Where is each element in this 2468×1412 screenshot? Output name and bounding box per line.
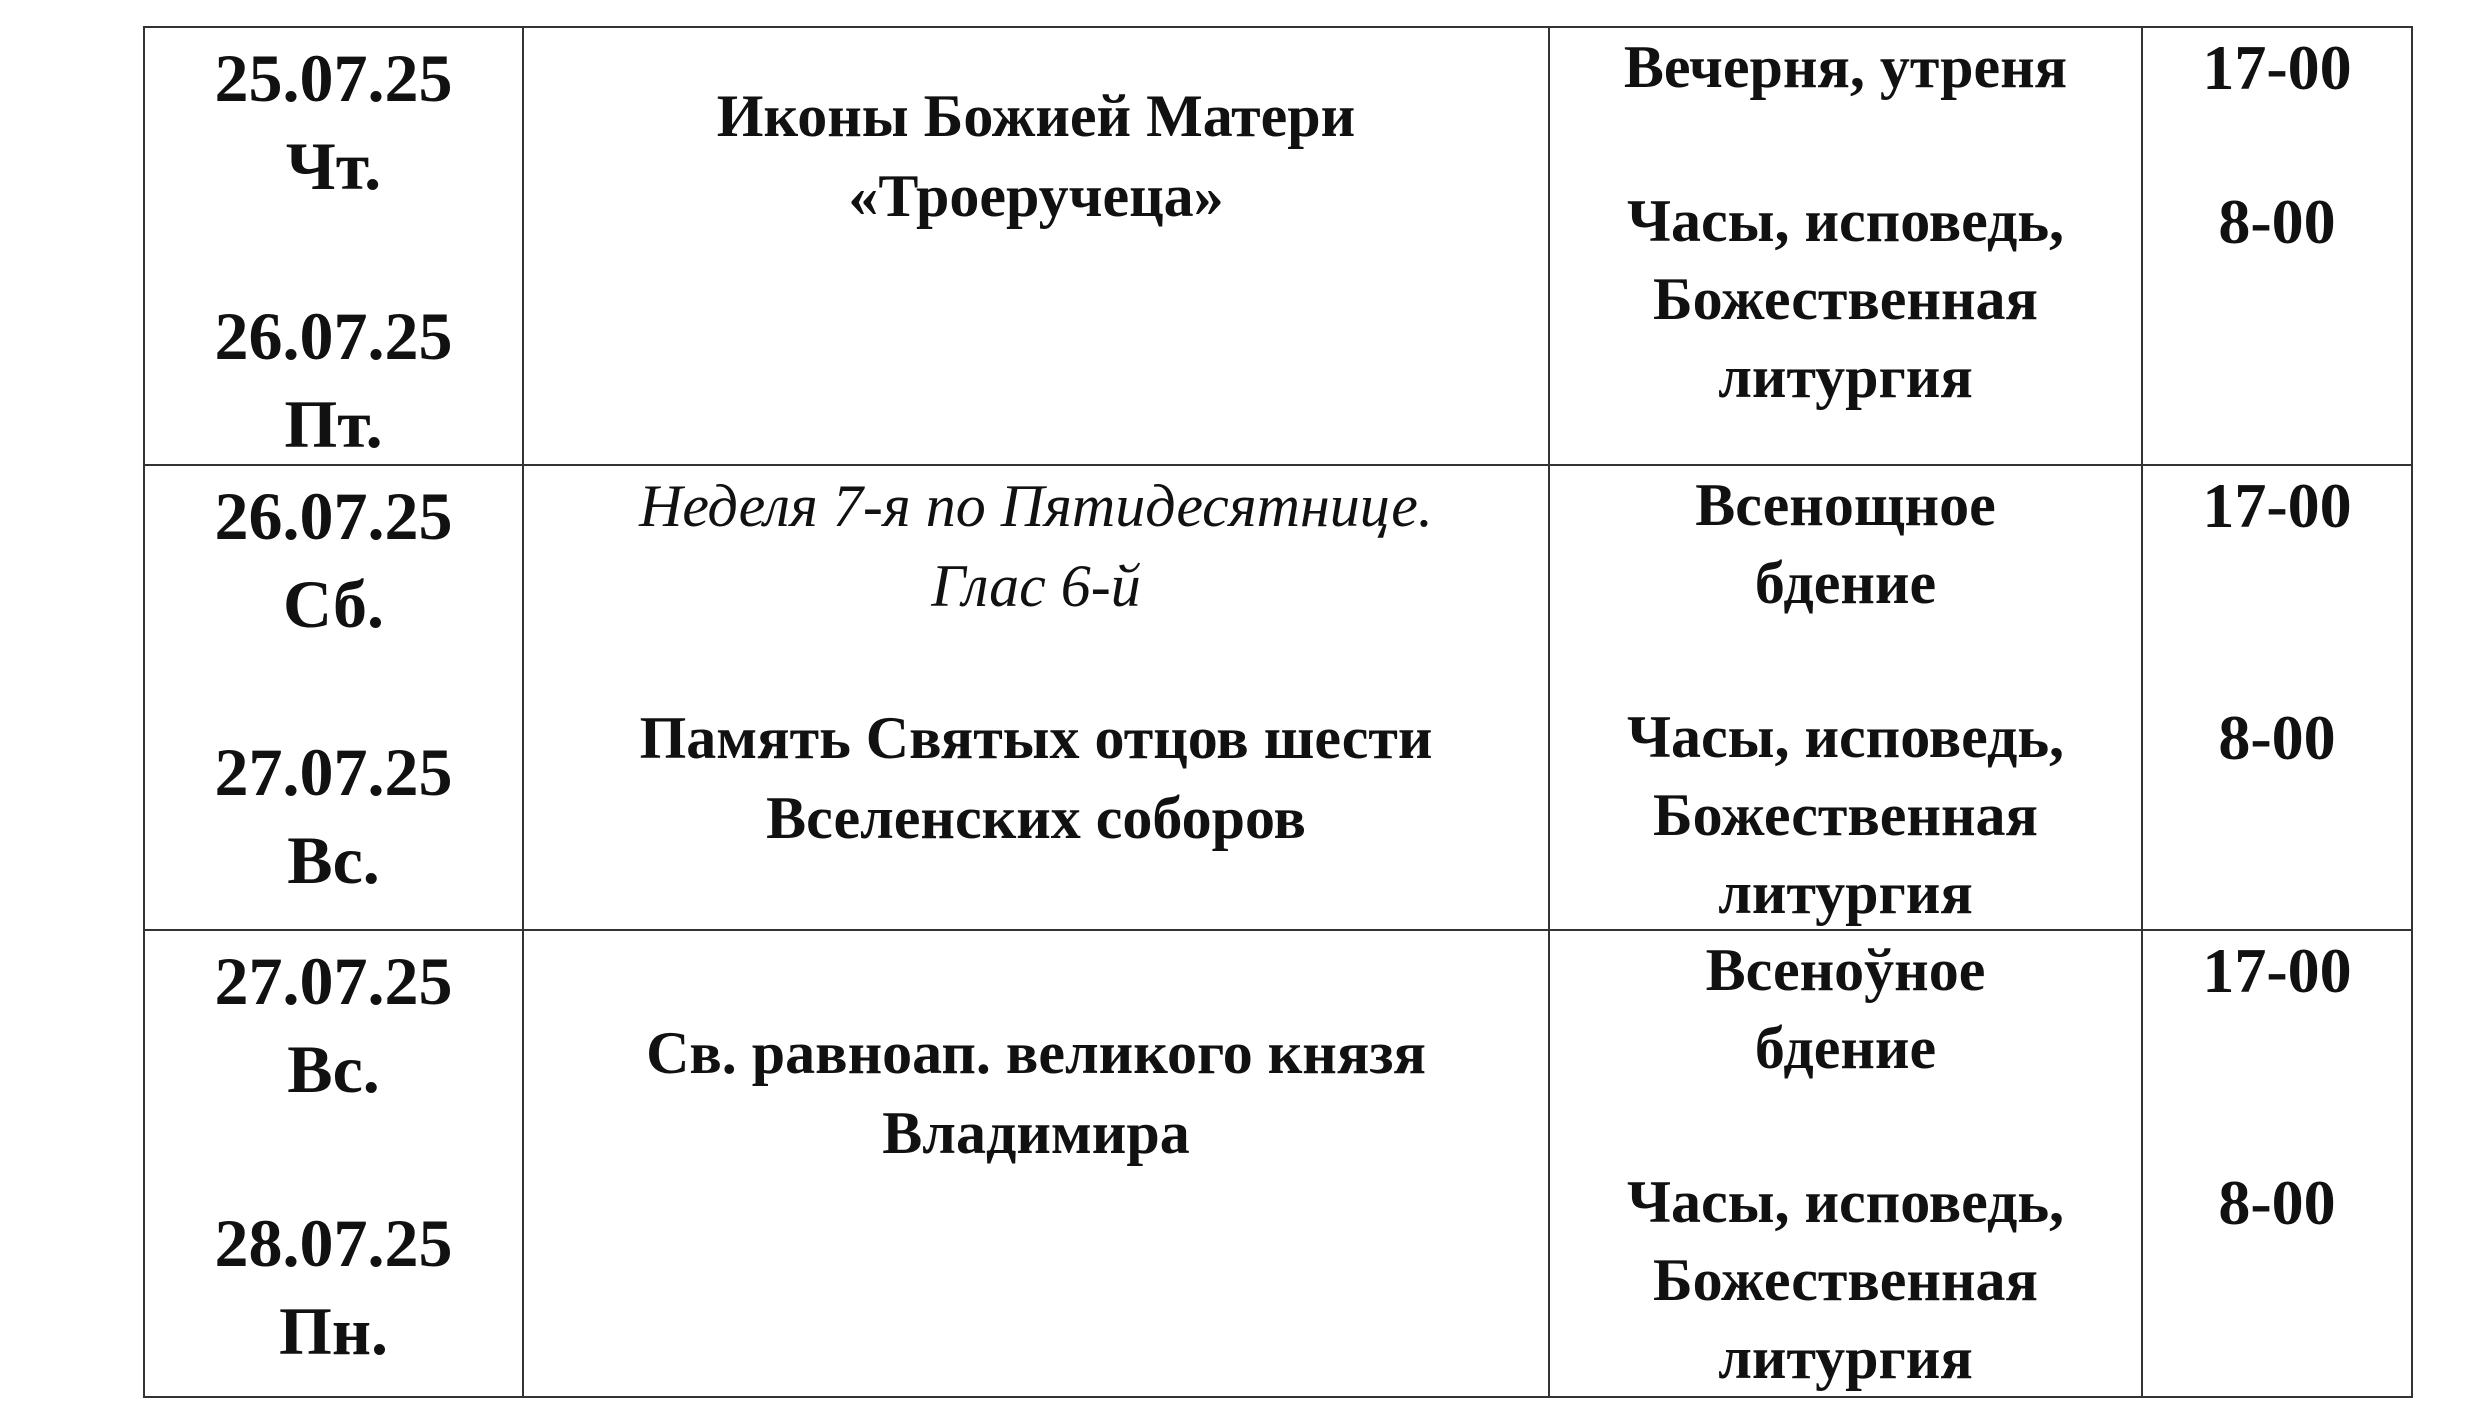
date-cell xyxy=(144,930,523,1397)
service-schedule-table xyxy=(143,26,2413,1398)
service-line: Божественная xyxy=(1653,1247,2038,1313)
feast-line: Вселенских соборов xyxy=(766,785,1306,851)
feast-title xyxy=(524,698,1548,858)
feast-line: Память Святых отцов шести xyxy=(639,705,1433,771)
service-line: Часы, исповедь, xyxy=(1626,188,2065,254)
day-top-value: Чт. xyxy=(285,128,382,204)
service-evening xyxy=(1550,931,2141,1087)
date-top-value: 26.07.25 xyxy=(214,478,453,554)
feast-line: Глас 6-й xyxy=(931,553,1141,619)
feast-line: «Троеручеца» xyxy=(848,163,1224,229)
date-bottom xyxy=(145,1199,522,1375)
table-row xyxy=(144,930,2412,1397)
service-line: литургия xyxy=(1718,344,1973,410)
table-row xyxy=(144,465,2412,930)
date-bottom xyxy=(145,728,522,904)
feast-line: Неделя 7-я по Пятидесятнице. xyxy=(639,473,1433,539)
date-top xyxy=(145,472,522,648)
day-top-value: Сб. xyxy=(283,566,384,642)
service-line: Божественная xyxy=(1653,266,2038,332)
feast-line: Св. равноап. великого князя xyxy=(646,1020,1426,1086)
service-line: Божественная xyxy=(1653,782,2038,848)
time-morning: 8-00 xyxy=(2218,186,2336,257)
service-evening xyxy=(1550,466,2141,622)
day-bottom-value: Пт. xyxy=(284,386,383,462)
feast-line: Иконы Божией Матери xyxy=(716,83,1356,149)
service-line: Вечерня, утреня xyxy=(1623,34,2068,100)
service-cell xyxy=(1549,27,2142,465)
feast-line: Владимира xyxy=(882,1100,1190,1166)
time-cell xyxy=(2142,930,2412,1397)
time-evening: 17-00 xyxy=(2202,32,2352,103)
time-evening: 17-00 xyxy=(2202,470,2352,541)
date-cell xyxy=(144,465,523,930)
time-cell xyxy=(2142,27,2412,465)
service-line: бдение xyxy=(1754,1015,1937,1081)
date-top xyxy=(145,937,522,1113)
feast-subtitle xyxy=(524,466,1548,626)
feast-cell xyxy=(523,465,1549,930)
feast-cell xyxy=(523,27,1549,465)
day-bottom-value: Вс. xyxy=(287,822,380,898)
service-cell xyxy=(1549,465,2142,930)
service-evening xyxy=(1550,28,2141,106)
service-line: Часы, исповедь, xyxy=(1626,704,2065,770)
service-line: Всеноўное xyxy=(1705,937,1986,1003)
service-cell xyxy=(1549,930,2142,1397)
feast-cell xyxy=(523,930,1549,1397)
feast-title xyxy=(524,76,1548,236)
day-top-value: Вс. xyxy=(287,1031,380,1107)
date-top-value: 25.07.25 xyxy=(214,40,453,116)
feast-title xyxy=(524,1013,1548,1173)
service-line: литургия xyxy=(1718,860,1973,926)
service-morning xyxy=(1550,698,2141,932)
service-line: Часы, исповедь, xyxy=(1626,1169,2065,1235)
time-morning: 8-00 xyxy=(2218,1167,2336,1238)
table-row xyxy=(144,27,2412,465)
service-line: Всенощное xyxy=(1695,472,1996,538)
date-bottom-value: 28.07.25 xyxy=(214,1205,453,1281)
service-line: бдение xyxy=(1754,550,1937,616)
time-morning: 8-00 xyxy=(2218,702,2336,773)
date-top xyxy=(145,34,522,210)
service-morning xyxy=(1550,182,2141,416)
date-top-value: 27.07.25 xyxy=(214,943,453,1019)
day-bottom-value: Пн. xyxy=(278,1293,389,1369)
service-morning xyxy=(1550,1163,2141,1397)
time-cell xyxy=(2142,465,2412,930)
date-bottom xyxy=(145,292,522,468)
time-evening: 17-00 xyxy=(2202,935,2352,1006)
date-bottom-value: 27.07.25 xyxy=(214,734,453,810)
date-bottom-value: 26.07.25 xyxy=(214,298,453,374)
service-line: литургия xyxy=(1718,1325,1973,1391)
date-cell xyxy=(144,27,523,465)
